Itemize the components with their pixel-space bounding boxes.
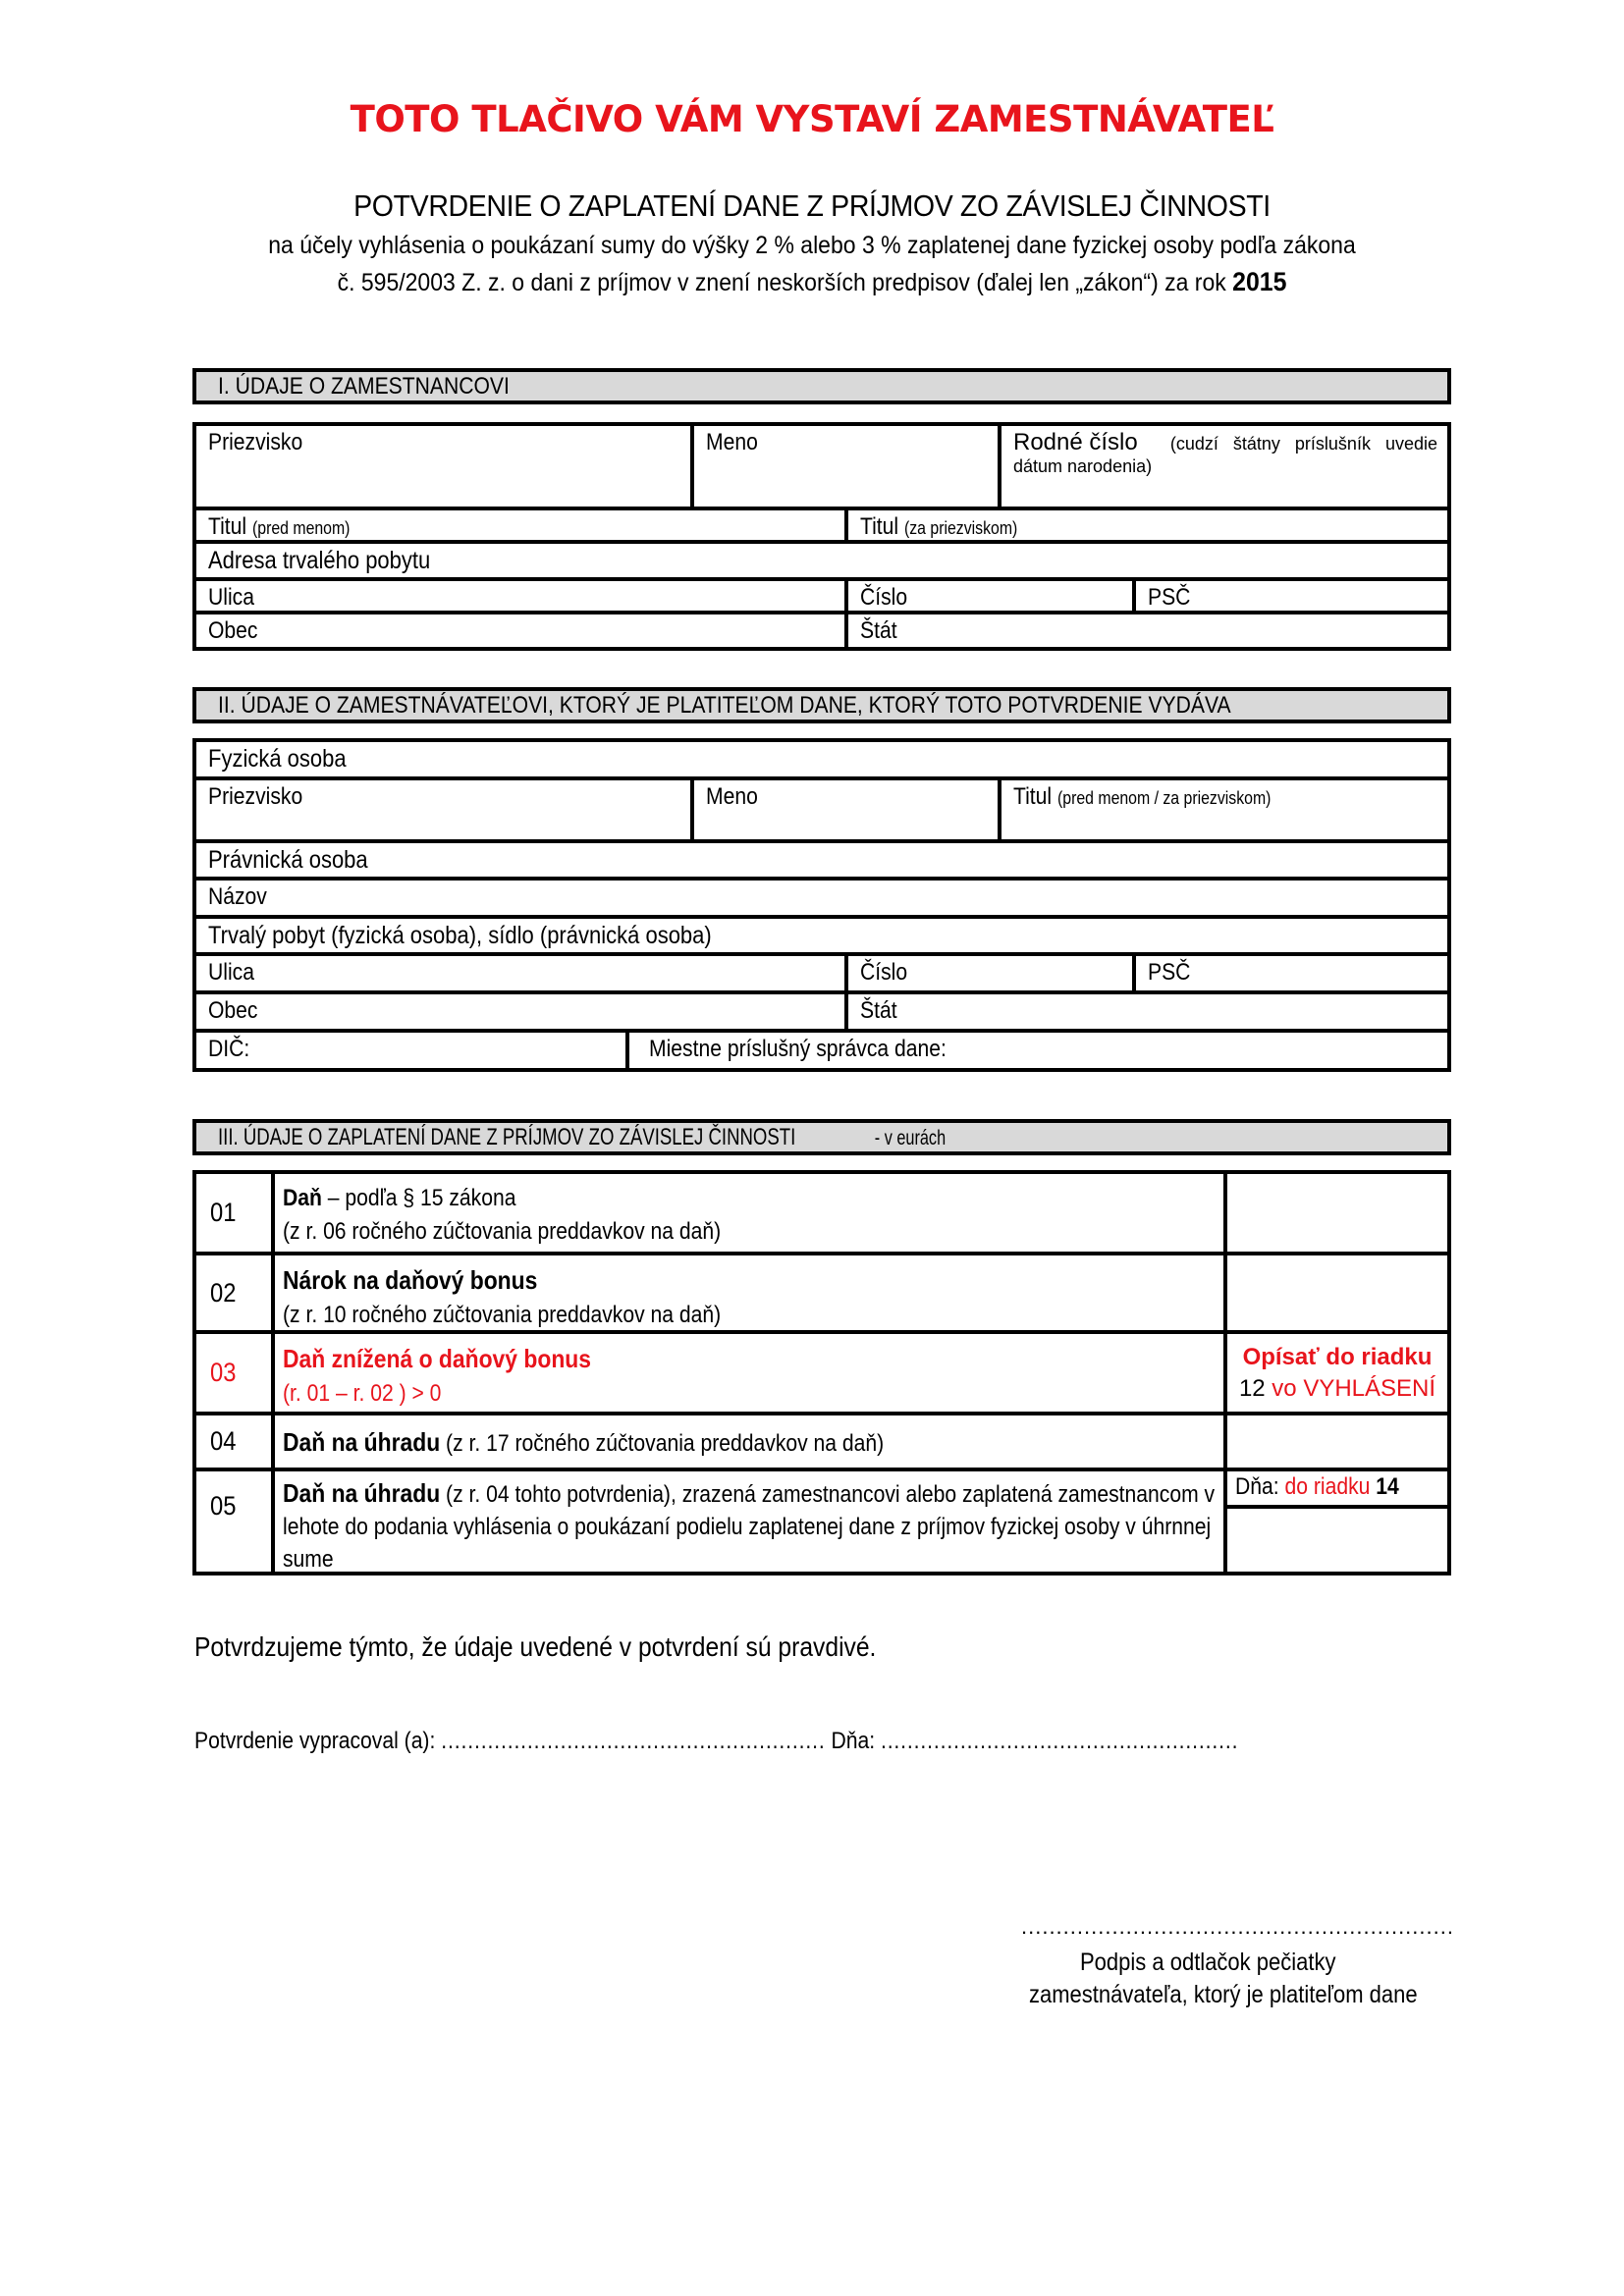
- section-2-header: II. ÚDAJE O ZAMESTNÁVATEĽOVI, KTORÝ JE PLATITEĽOM DANE, KTORÝ TOTO POTVRDENIE VYDÁVA: [192, 687, 1451, 723]
- prepared-by-line: Potvrdenie vypracoval (a): .......................................................... Dňa: ......................................................: [194, 1728, 1239, 1754]
- row-number: 01: [196, 1174, 275, 1252]
- employer-country-field[interactable]: Štát: [860, 997, 897, 1024]
- tax-row-01: [196, 1174, 1447, 1255]
- document-subtitle-line1: na účely vyhlásenia o poukázaní sumy do výšky 2 % alebo 3 % zaplatenej dane fyzickej osoby podľa zákona: [268, 232, 1356, 259]
- row-description: Nárok na daňový bonus (z r. 10 ročného zúčtovania preddavkov na daň): [275, 1255, 1227, 1330]
- withheld-tax-value-field-05[interactable]: [1227, 1509, 1447, 1572]
- prepared-date-field[interactable]: ......................................................: [880, 1728, 1239, 1754]
- signature-label-line1: Podpis a odtlačok pečiatky: [1080, 1949, 1336, 1976]
- employee-name-field[interactable]: Meno: [694, 426, 1001, 507]
- document-subtitle-line2: č. 595/2003 Z. z. o dani z príjmov v znení neskorších predpisov (ďalej len „zákon“) za rok 2015: [337, 267, 1287, 296]
- employer-name-field[interactable]: Meno: [694, 780, 1001, 839]
- tax-row-04: [196, 1415, 1447, 1471]
- employee-country-field[interactable]: Štát: [860, 617, 897, 644]
- employee-city-field[interactable]: Obec: [196, 614, 848, 647]
- employee-house-number-field[interactable]: Číslo: [848, 581, 1136, 611]
- natural-person-label: Fyzická osoba: [208, 745, 347, 773]
- tax-row-05: [196, 1471, 1447, 1572]
- tax-value-field-01[interactable]: [1227, 1174, 1447, 1252]
- employee-surname-field[interactable]: Priezvisko: [196, 426, 694, 507]
- employee-birth-number-field[interactable]: Rodné číslo (cudzí štátny príslušník uvedie dátum narodenia): [1013, 429, 1437, 476]
- section-3-header: III. ÚDAJE O ZAPLATENÍ DANE Z PRÍJMOV ZO ZÁVISLEJ ČINNOSTI - v eurách: [192, 1119, 1451, 1155]
- employer-tax-id-field[interactable]: DIČ:: [196, 1033, 629, 1068]
- row-number: 02: [196, 1255, 275, 1330]
- tax-row-03: [196, 1334, 1447, 1415]
- row-description: Daň znížená o daňový bonus (r. 01 – r. 02 ) > 0: [275, 1334, 1227, 1412]
- employer-street-field[interactable]: Ulica: [196, 956, 848, 990]
- employee-postal-code-field[interactable]: PSČ: [1148, 584, 1191, 611]
- document-title: POTVRDENIE O ZAPLATENÍ DANE Z PRÍJMOV ZO ZÁVISLEJ ČINNOSTI: [353, 188, 1271, 223]
- employer-surname-field[interactable]: Priezvisko: [196, 780, 694, 839]
- tax-bonus-value-field-02[interactable]: [1227, 1255, 1447, 1330]
- tax-row-02: [196, 1255, 1447, 1334]
- tax-due-value-field-04[interactable]: [1227, 1415, 1447, 1468]
- section-1-header: I. ÚDAJE O ZAMESTNANCOVI: [192, 368, 1451, 404]
- withheld-tax-cell: [1227, 1471, 1447, 1572]
- row-description: Daň na úhradu (z r. 04 tohto potvrdenia), zrazená zamestnancovi alebo zaplatená zamestnancom v lehote do podania vyhlásenia o poukázaní podielu zaplatenej dane z príjmov fyzickej osoby v úhrnnej sume: [275, 1471, 1227, 1572]
- employer-info-table: [192, 738, 1451, 1072]
- row-description: Daň na úhradu (z r. 17 ročného zúčtovania preddavkov na daň): [275, 1415, 1227, 1468]
- residence-seat-label: Trvalý pobyt (fyzická osoba), sídlo (právnická osoba): [208, 922, 712, 949]
- payment-date-field[interactable]: Dňa: do riadku 14: [1227, 1471, 1447, 1509]
- tax-administrator-field[interactable]: Miestne príslušný správca dane:: [649, 1036, 947, 1062]
- signature-label-line2: zamestnávateľa, ktorý je platiteľom dane: [1029, 1981, 1418, 2008]
- prepared-by-field[interactable]: ..........................................................: [441, 1728, 826, 1754]
- employer-title-field[interactable]: Titul (pred menom / za priezviskom): [1013, 783, 1272, 810]
- reduced-tax-note: Opísať do riadku 12 vo VYHLÁSENÍ: [1238, 1344, 1436, 1402]
- confirmation-statement: Potvrdzujeme týmto, že údaje uvedené v potvrdení sú pravdivé.: [194, 1631, 877, 1662]
- row-description: Daň – podľa § 15 zákona (z r. 06 ročného zúčtovania preddavkov na daň): [275, 1174, 1227, 1252]
- tax-payment-table: [192, 1170, 1451, 1575]
- employer-house-number-field[interactable]: Číslo: [848, 956, 1136, 990]
- row-number: 03: [196, 1334, 275, 1412]
- employee-info-table: [192, 422, 1451, 651]
- employer-company-name-field[interactable]: Názov: [208, 883, 267, 910]
- employee-street-field[interactable]: Ulica: [196, 581, 848, 611]
- employee-title-before-field[interactable]: Titul (pred menom): [196, 510, 848, 540]
- employer-issues-banner: TOTO TLAČIVO VÁM VYSTAVÍ ZAMESTNÁVATEĽ: [350, 98, 1274, 140]
- legal-person-label: Právnická osoba: [208, 846, 368, 874]
- row-number: 05: [196, 1471, 275, 1572]
- employer-postal-code-field[interactable]: PSČ: [1148, 959, 1191, 986]
- employer-city-field[interactable]: Obec: [196, 994, 848, 1029]
- employee-title-after-field[interactable]: Titul (za priezviskom): [860, 513, 1018, 540]
- tax-year: 2015: [1232, 267, 1287, 296]
- row-number: 04: [196, 1415, 275, 1468]
- permanent-address-label: Adresa trvalého pobytu: [208, 547, 431, 574]
- signature-line[interactable]: ..............................................................: [1021, 1914, 1454, 1939]
